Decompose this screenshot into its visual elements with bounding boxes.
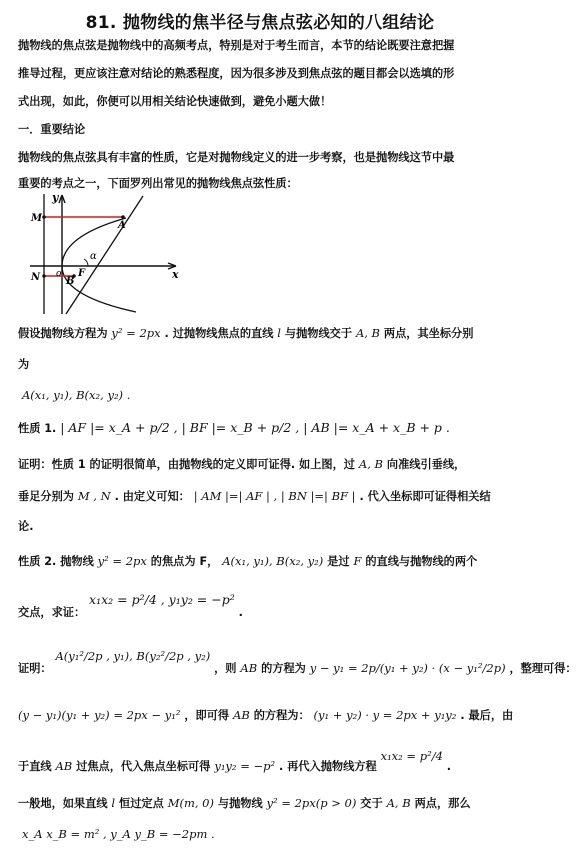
proof-2-line-3 (18, 749, 508, 775)
point-A-dot (121, 215, 125, 219)
property-2-formula: x₁x₂ = p²/4 , y₁y₂ = −p² (89, 592, 235, 607)
proof-1-math-AB: A, B (358, 457, 383, 471)
proof-2-math-x1x2: x₁x₂ = p²/4 (380, 749, 443, 763)
section-intro-line-2: 重要的考点之一，下面罗列出常见的抛物线焦点弦性质： (18, 177, 298, 190)
property-2-label: 性质 2. 抛物线 (18, 555, 94, 568)
proof-2-text-8: 过焦点，代入焦点坐标可得 (76, 760, 211, 773)
proof-2-text-5: 的方程为： (253, 709, 310, 722)
intro-line-2: 推导过程，更应该注意对结论的熟悉程度，因为很多涉及到焦点弦的题目都会以选填的形 (18, 67, 455, 80)
property-2-math-eq: y² = 2px (97, 554, 147, 568)
property-1-formula: | AF |= x_A + p/2 , | BF |= x_B + p/2 , | AB |= x_A + x_B + p . (60, 420, 450, 435)
label-origin: o (56, 269, 62, 279)
proof-2-math-AB: AB (240, 661, 258, 675)
general-text-3: 与抛物线 (217, 797, 263, 810)
property-2-text-3: 的直线与抛物线的两个 (365, 555, 478, 568)
general-math-parabola: y² = 2px(p > 0) (266, 796, 357, 810)
proof-2-label: 证明： (18, 662, 52, 675)
proof-2-text-6: . 最后，由 (460, 709, 514, 722)
proof-2-math-AB-3: AB (55, 759, 73, 773)
property-2-math-F: F (353, 554, 362, 568)
property-2-line-2 (18, 592, 508, 621)
label-y: y (52, 191, 59, 204)
label-M: M (31, 213, 43, 224)
proof-2-text-7: 于直线 (18, 760, 52, 773)
proof-2-text-1: ，则 (214, 662, 237, 675)
proof-2-text-2: 的方程为 (261, 662, 306, 675)
assume-math-l: l (277, 326, 281, 340)
general-line-1 (18, 795, 508, 812)
proof-2-text-9: . 再代入抛物线方程 (279, 760, 377, 773)
intro-line-3: 式出现，如此，你便可以用相关结论快速做到，避免小题大做！ (18, 95, 332, 108)
property-1-line (18, 420, 508, 437)
assume-line (18, 325, 508, 342)
property-2-math-points: A(x₁, y₁), B(x₂, y₂) (222, 554, 324, 568)
general-text-2: 恒过定点 (119, 797, 164, 810)
proof-1-math-MN: M , N (77, 489, 111, 503)
parabola-curve (62, 218, 136, 312)
proof-2-text-10: . (446, 760, 452, 773)
proof-1-text-5: . 代入坐标即可证得相关结 (359, 490, 491, 503)
coords-math: A(x₁, y₁), B(x₂, y₂) . (22, 388, 131, 402)
property-2-line-1 (18, 553, 508, 570)
section-intro-line-1: 抛物线的焦点弦具有丰富的性质，它是对抛物线定义的进一步考察，也是抛物线这节中最 (18, 151, 455, 164)
proof-2-text-4: ，即可得 (184, 709, 230, 722)
property-2-text-2: 是过 (327, 555, 350, 568)
assume-text-2: . 过抛物线焦点的直线 (164, 327, 274, 340)
assume-math-equation: y² = 2px (111, 326, 161, 340)
proof-1-text-4: . 由定义可知： (114, 490, 190, 503)
assume-line-2: 为 (18, 358, 30, 371)
proof-2-line-2 (18, 707, 514, 724)
proof-1-text-1: 证明：性质 1 的证明很简单，由抛物线的定义即可证得. 如上图，过 (18, 458, 355, 471)
label-B: B (66, 276, 75, 287)
property-2-dot: . (238, 606, 243, 619)
general-math-M: M(m, 0) (167, 796, 214, 810)
assume-math-AB: A, B (355, 326, 381, 340)
property-1-label: 性质 1. (18, 422, 57, 435)
focal-chord-line (66, 196, 143, 314)
proof-2-math-final-eq: (y₁ + y₂) · y = 2px + y₁y₂ (313, 708, 457, 722)
label-alpha: α (90, 251, 97, 262)
proof-1-line-3: 论. (18, 520, 34, 533)
point-M-dot (42, 215, 46, 219)
property-2-text-1: 的焦点为 F， (150, 555, 219, 568)
proof-2-math-y1y2: y₁y₂ = −p² (214, 759, 276, 773)
intro-line-1: 抛物线的焦点弦是抛物线中的高频考点，特别是对于考生而言，本节的结论既要注意把握 (18, 39, 455, 52)
assume-text-1: 假设抛物线方程为 (18, 327, 108, 340)
label-F: F (78, 268, 86, 279)
angle-alpha-arc (84, 259, 88, 266)
proof-2-text-3: ，整理可得： (509, 662, 577, 675)
general-text-4: 交于 (360, 797, 383, 810)
page-title: 81. 抛物线的焦半径与焦点弦必知的八组结论 (85, 13, 435, 33)
general-math-l: l (111, 796, 116, 810)
label-N: N (31, 272, 41, 283)
general-text-5: 两点，那么 (414, 797, 471, 810)
proof-2-math-AB-2: AB (233, 708, 250, 722)
general-formula: x_A x_B = m² , y_A y_B = −2pm . (22, 827, 215, 841)
property-2-text-4: 交点，求证： (18, 606, 86, 619)
general-line-2 (22, 826, 508, 843)
parabola-focal-chord-figure (28, 192, 183, 317)
proof-1-text-2: 向准线引垂线， (386, 458, 466, 471)
proof-1-text-3: 垂足分别为 (18, 490, 74, 503)
proof-2-line-1 (18, 649, 577, 677)
assume-coords (22, 387, 508, 404)
general-math-AB: A, B (386, 796, 411, 810)
point-N-dot (42, 274, 46, 278)
label-A: A (118, 220, 126, 231)
assume-text-4: 两点，其坐标分别 (383, 327, 474, 340)
proof-1-line-1 (18, 456, 508, 473)
proof-1-line-2 (18, 488, 508, 505)
proof-2-math-points: A(y₁²/2p , y₁), B(y₂²/2p , y₂) (55, 649, 211, 663)
assume-text-3: 与抛物线交于 (284, 327, 353, 340)
proof-2-math-line-eq: y − y₁ = 2p/(y₁ + y₂) · (x − y₁²/2p) (309, 661, 506, 675)
proof-2-math-expanded: (y − y₁)(y₁ + y₂) = 2px − y₁² (18, 708, 181, 722)
section-heading: 一．重要结论 (18, 123, 86, 136)
proof-1-math-lengths: | AM |=| AF | , | BN |=| BF | (193, 489, 356, 503)
general-text-1: 一般地，如果直线 (18, 797, 108, 810)
label-x: x (172, 268, 179, 281)
